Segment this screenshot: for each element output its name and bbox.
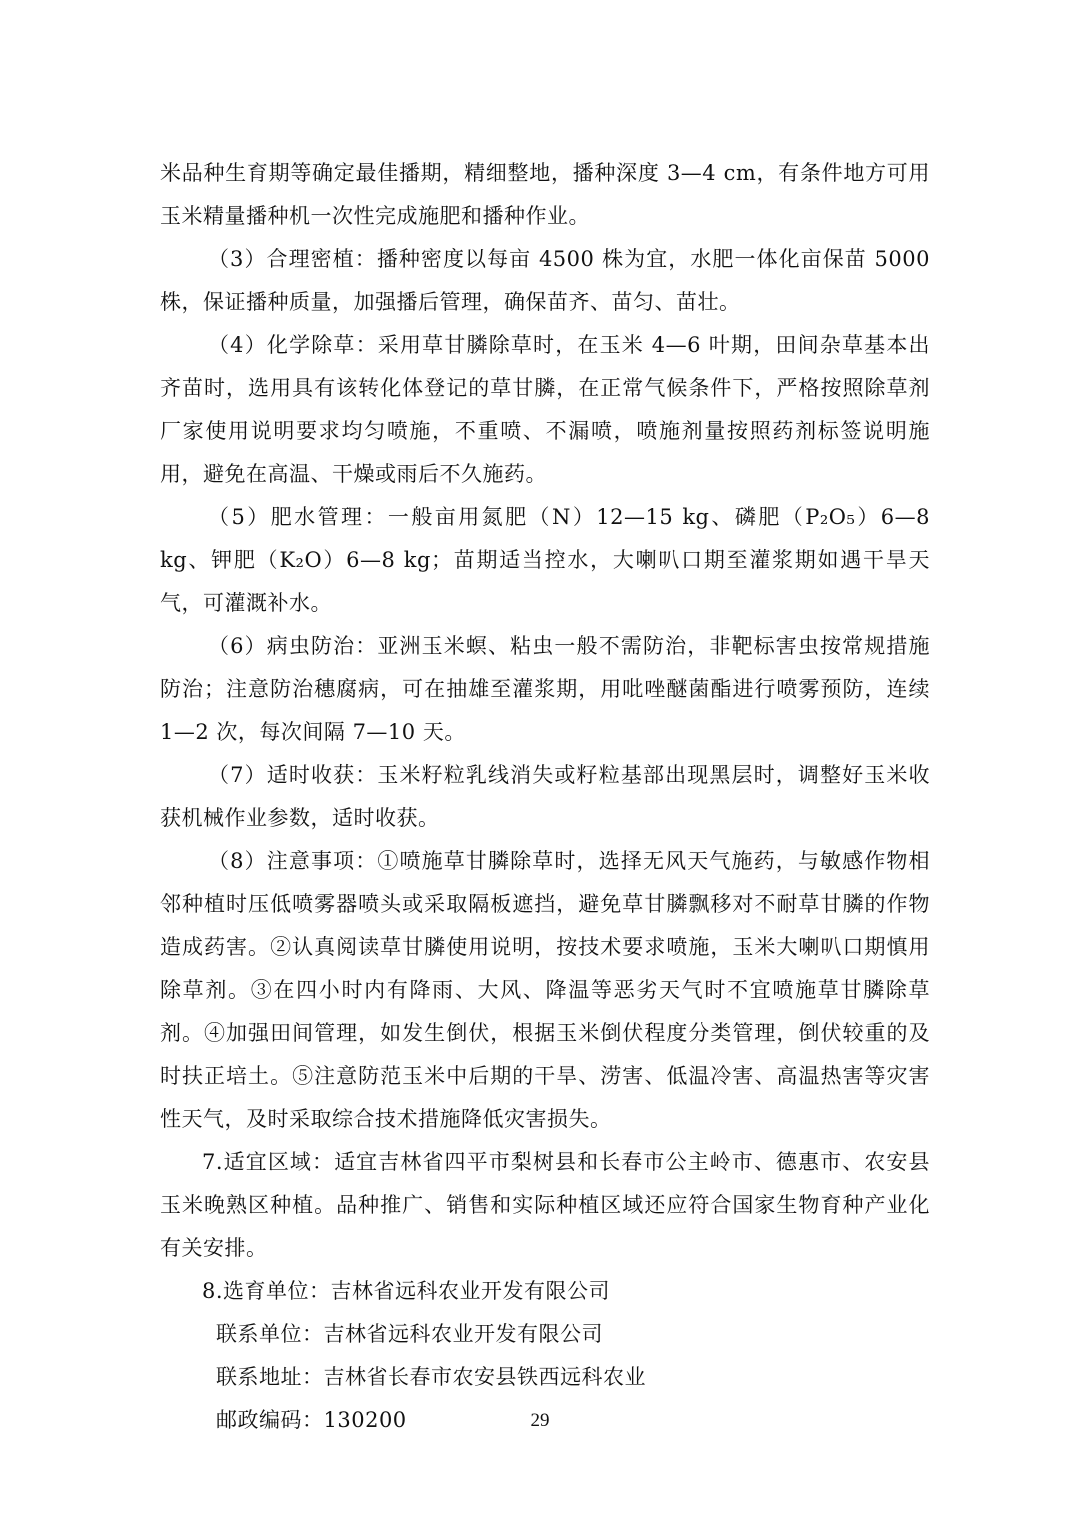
paragraph-sowing-continued: 米品种生育期等确定最佳播期，精细整地，播种深度 3—4 cm，有条件地方可用玉米精量播种机一次性完成施肥和播种作业。 xyxy=(160,161,930,228)
paragraph-suitable-region: 7.适宜区域：适宜吉林省四平市梨树县和长春市公主岭市、德惠市、农安县玉米晚熟区种植。品种推广、销售和实际种植区域还应符合国家生物育种产业化有关安排。 xyxy=(160,1150,930,1260)
document-body xyxy=(160,152,930,1442)
page-number: 29 xyxy=(530,1410,550,1431)
contact-address: 联系地址：吉林省长春市农安县铁西远科农业 xyxy=(216,1365,646,1389)
paragraph-chemical-weeding: （4）化学除草：采用草甘膦除草时，在玉米 4—6 叶期，田间杂草基本出齐苗时，选用具有该转化体登记的草甘膦，在正常气候条件下，严格按照除草剂厂家使用说明要求均匀喷施，不重喷、不漏喷，喷施剂量按照药剂标签说明施用，避免在高温、干燥或雨后不久施药。 xyxy=(160,333,930,486)
contact-postcode: 邮政编码：130200 xyxy=(216,1408,407,1432)
paragraph-fertilizer-water: （5）肥水管理：一般亩用氮肥（N）12—15 kg、磷肥（P₂O₅）6—8 kg、钾肥（K₂O）6—8 kg；苗期适当控水，大喇叭口期至灌浆期如遇干旱天气，可灌溉补水。 xyxy=(160,505,930,615)
paragraph-harvest: （7）适时收获：玉米籽粒乳线消失或籽粒基部出现黑层时，调整好玉米收获机械作业参数，适时收获。 xyxy=(160,763,930,830)
paragraph-pest-control: （6）病虫防治：亚洲玉米螟、粘虫一般不需防治，非靶标害虫按常规措施防治；注意防治穗腐病，可在抽雄至灌浆期，用吡唑醚菌酯进行喷雾预防，连续 1—2 次，每次间隔 7—10 天。 xyxy=(160,634,930,744)
paragraph-planting-density: （3）合理密植：播种密度以每亩 4500 株为宜，水肥一体化亩保苗 5000 株，保证播种质量，加强播后管理，确保苗齐、苗匀、苗壮。 xyxy=(160,247,930,314)
paragraph-breeding-unit: 8.选育单位：吉林省远科农业开发有限公司 xyxy=(202,1279,611,1303)
contact-unit: 联系单位：吉林省远科农业开发有限公司 xyxy=(216,1322,603,1346)
paragraph-precautions: （8）注意事项：①喷施草甘膦除草时，选择无风天气施药，与敏感作物相邻种植时压低喷雾器喷头或采取隔板遮挡，避免草甘膦飘移对不耐草甘膦的作物造成药害。②认真阅读草甘膦使用说明，按技术要求喷施，玉米大喇叭口期慎用除草剂。③在四小时内有降雨、大风、降温等恶劣天气时不宜喷施草甘膦除草剂。④加强田间管理，如发生倒伏，根据玉米倒伏程度分类管理，倒伏较重的及时扶正培土。⑤注意防范玉米中后期的干旱、涝害、低温冷害、高温热害等灾害性天气，及时采取综合技术措施降低灾害损失。 xyxy=(160,849,930,1131)
